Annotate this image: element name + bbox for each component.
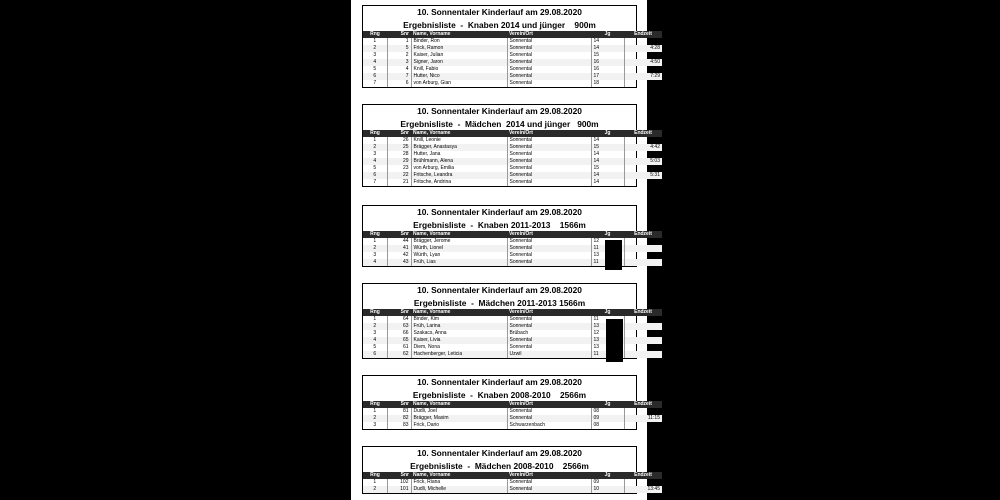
cell-rng: 1 bbox=[373, 408, 377, 414]
cell-rng: 2 bbox=[363, 144, 387, 151]
cell-rng: 6 bbox=[363, 73, 387, 80]
cell-snr: 82 bbox=[387, 415, 411, 422]
col-rng: Rng bbox=[363, 231, 387, 238]
cell-endzeit bbox=[624, 344, 662, 351]
cell-jg: 08 bbox=[591, 422, 624, 429]
cell-endzeit: 5:03 bbox=[624, 158, 662, 165]
cell-name: von Arburg, Gian bbox=[411, 80, 507, 87]
cell-name: Szakacs, Anna bbox=[411, 330, 507, 337]
cell-rng: 1 bbox=[373, 38, 377, 44]
col-snr: Snr bbox=[387, 309, 411, 316]
table-header-row bbox=[363, 31, 662, 38]
col-endzeit: Endzeit bbox=[624, 309, 662, 316]
cell-verein: Sonnental bbox=[507, 245, 591, 252]
results-table bbox=[363, 31, 662, 87]
cell-name: Kaiser, Julian bbox=[411, 52, 507, 59]
cell-snr: 64 bbox=[387, 316, 411, 323]
cell-jg: 09 bbox=[591, 479, 624, 486]
cell-snr: 65 bbox=[387, 337, 411, 344]
cell-rng: 2 bbox=[363, 323, 387, 330]
cell-name: Brägger, Jerome bbox=[411, 238, 507, 245]
cell-jg: 18 bbox=[591, 80, 624, 87]
cell-jg: 13 bbox=[591, 323, 624, 330]
result-block bbox=[362, 375, 660, 430]
col-snr: Snr bbox=[387, 31, 411, 38]
cell-endzeit: 4:59 bbox=[624, 151, 662, 158]
cell-jg: 14 bbox=[591, 158, 624, 165]
results-page bbox=[351, 0, 660, 500]
col-rng: Rng bbox=[363, 472, 387, 479]
block-title: 10. Sonnentaler Kinderlauf am 29.08.2020 bbox=[417, 7, 582, 17]
cell-verein: Sonnental bbox=[507, 59, 591, 66]
table-row bbox=[363, 38, 662, 45]
block-title: 10. Sonnentaler Kinderlauf am 29.08.2020 bbox=[417, 285, 582, 295]
cell-verein: Brübach bbox=[507, 330, 591, 337]
table-header-row bbox=[363, 231, 662, 238]
cell-jg: 09 bbox=[591, 415, 624, 422]
cell-verein: Sonnental bbox=[507, 337, 591, 344]
table-header-row bbox=[363, 401, 662, 408]
cell-name: Würth, Lionel bbox=[411, 245, 507, 252]
cell-verein: Sonnental bbox=[507, 144, 591, 151]
col-jg: Jg bbox=[591, 472, 624, 479]
cell-snr: 66 bbox=[387, 330, 411, 337]
cell-snr: 44 bbox=[387, 238, 411, 245]
cell-jg: 13 bbox=[591, 252, 624, 259]
cell-name: Knill, Fabio bbox=[411, 66, 507, 73]
cell-endzeit bbox=[624, 323, 662, 330]
cell-name: Früh, Larina bbox=[411, 323, 507, 330]
cell-jg: 11 bbox=[591, 245, 624, 252]
col-name: Name, Vorname bbox=[411, 309, 507, 316]
cell-snr: 43 bbox=[387, 259, 411, 266]
cell-endzeit: 4:35 bbox=[624, 137, 662, 144]
cell-snr: 6 bbox=[387, 80, 411, 87]
col-endzeit: Endzeit bbox=[624, 31, 662, 38]
cell-verein: Sonnental bbox=[507, 158, 591, 165]
cell-verein: Sonnental bbox=[507, 137, 591, 144]
table-row bbox=[363, 179, 662, 186]
cell-jg: 14 bbox=[591, 38, 624, 45]
cell-rng: 3 bbox=[373, 252, 377, 258]
table-header-row bbox=[363, 130, 662, 137]
block-subtitle: Ergebnisliste - Knaben 2011-2013 1566m bbox=[413, 220, 586, 230]
cell-jg: 12 bbox=[591, 330, 624, 337]
col-jg: Jg bbox=[591, 130, 624, 137]
cell-endzeit: 4:28 bbox=[624, 45, 662, 52]
cell-snr: 5 bbox=[387, 45, 411, 52]
cell-snr: 1 bbox=[387, 38, 411, 45]
cell-endzeit: 13:45 bbox=[624, 486, 662, 493]
cell-rng: 4 bbox=[363, 59, 387, 66]
cell-snr: 63 bbox=[387, 323, 411, 330]
cell-endzeit: 6:00 bbox=[624, 66, 662, 73]
cell-jg: 14 bbox=[591, 45, 624, 52]
cell-endzeit: 4:45 bbox=[624, 52, 662, 59]
table-row bbox=[363, 151, 662, 158]
cell-name: Würth, Lyan bbox=[411, 252, 507, 259]
cell-name: Brägger, Anastasya bbox=[411, 144, 507, 151]
cell-snr: 22 bbox=[387, 172, 411, 179]
table-row bbox=[363, 73, 662, 80]
table-row bbox=[363, 80, 662, 87]
cell-name: Frick, Ramon bbox=[411, 45, 507, 52]
cell-verein: Uzwil bbox=[507, 351, 591, 358]
cell-snr: 41 bbox=[387, 245, 411, 252]
table-row bbox=[363, 66, 662, 73]
col-rng: Rng bbox=[363, 31, 387, 38]
table-row bbox=[363, 415, 662, 422]
col-name: Name, Vorname bbox=[411, 31, 507, 38]
col-rng: Rng bbox=[363, 401, 387, 408]
cell-snr: 3 bbox=[387, 59, 411, 66]
cell-verein: Sonnental bbox=[507, 238, 591, 245]
cell-verein: Sonnental bbox=[507, 52, 591, 59]
cell-endzeit: 7:48 bbox=[624, 80, 662, 87]
block-subtitle: Ergebnisliste - Mädchen 2014 und jünger 900m bbox=[400, 119, 599, 129]
block-subtitle: Ergebnisliste - Mädchen 2008-2010 2566m bbox=[410, 461, 589, 471]
cell-jg: 14 bbox=[591, 172, 624, 179]
cell-verein: Sonnental bbox=[507, 408, 591, 415]
cell-endzeit bbox=[624, 316, 662, 323]
col-verein: Verein/Ort bbox=[507, 31, 591, 38]
cell-rng: 5 bbox=[373, 344, 377, 350]
cell-name: Brühlmann, Alena bbox=[411, 158, 507, 165]
cell-endzeit: 3:32 bbox=[624, 38, 662, 45]
cell-verein: Sonnental bbox=[507, 80, 591, 87]
cell-name: Binder, Kim bbox=[411, 316, 507, 323]
block-title: 10. Sonnentaler Kinderlauf am 29.08.2020 bbox=[417, 448, 582, 458]
col-endzeit: Endzeit bbox=[624, 472, 662, 479]
cell-rng: 5 bbox=[373, 66, 377, 72]
cell-endzeit bbox=[624, 245, 662, 252]
col-endzeit: Endzeit bbox=[624, 130, 662, 137]
cell-endzeit: 5:31 bbox=[624, 172, 662, 179]
cell-name: Fritsche, Leandra bbox=[411, 172, 507, 179]
col-rng: Rng bbox=[363, 130, 387, 137]
block-subtitle: Ergebnisliste - Knaben 2014 und jünger 900m bbox=[403, 20, 596, 30]
table-row bbox=[363, 486, 662, 493]
col-name: Name, Vorname bbox=[411, 401, 507, 408]
cell-snr: 2 bbox=[387, 52, 411, 59]
col-name: Name, Vorname bbox=[411, 130, 507, 137]
cell-snr: 7 bbox=[387, 73, 411, 80]
cell-rng: 2 bbox=[363, 245, 387, 252]
cell-verein: Sonnental bbox=[507, 45, 591, 52]
cell-name: Diem, Nona bbox=[411, 344, 507, 351]
cell-jg: 11 bbox=[591, 316, 624, 323]
cell-verein: Sonnental bbox=[507, 38, 591, 45]
cell-verein: Sonnental bbox=[507, 323, 591, 330]
cell-verein: Sonnental bbox=[507, 252, 591, 259]
cell-jg: 15 bbox=[591, 144, 624, 151]
cell-jg: 13 bbox=[591, 344, 624, 351]
cell-name: Hutter, Nico bbox=[411, 73, 507, 80]
cell-rng: 2 bbox=[363, 415, 387, 422]
cell-name: Binder, Ron bbox=[411, 38, 507, 45]
cell-rng: 3 bbox=[373, 422, 377, 428]
cell-verein: Sonnental bbox=[507, 66, 591, 73]
col-verein: Verein/Ort bbox=[507, 130, 591, 137]
cell-rng: 1 bbox=[373, 137, 377, 143]
table-row bbox=[363, 158, 662, 165]
cell-snr: 42 bbox=[387, 252, 411, 259]
cell-jg: 13 bbox=[591, 337, 624, 344]
table-row bbox=[363, 172, 662, 179]
cell-rng: 2 bbox=[363, 486, 387, 493]
col-verein: Verein/Ort bbox=[507, 472, 591, 479]
cell-name: Brägger, Maxim bbox=[411, 415, 507, 422]
col-jg: Jg bbox=[591, 401, 624, 408]
block-title: 10. Sonnentaler Kinderlauf am 29.08.2020 bbox=[417, 207, 582, 217]
col-verein: Verein/Ort bbox=[507, 401, 591, 408]
col-verein: Verein/Ort bbox=[507, 231, 591, 238]
redaction-box bbox=[606, 319, 623, 362]
cell-jg: 11 bbox=[591, 259, 624, 266]
cell-snr: 102 bbox=[387, 479, 411, 486]
cell-endzeit bbox=[624, 330, 662, 337]
cell-snr: 21 bbox=[387, 179, 411, 186]
cell-rng: 2 bbox=[363, 45, 387, 52]
col-verein: Verein/Ort bbox=[507, 309, 591, 316]
table-row bbox=[363, 52, 662, 59]
cell-rng: 7 bbox=[373, 80, 377, 86]
redaction-box bbox=[605, 240, 622, 270]
cell-jg: 11 bbox=[591, 351, 624, 358]
cell-endzeit bbox=[624, 252, 662, 259]
result-block bbox=[362, 104, 660, 187]
cell-endzeit: 5:08 bbox=[624, 165, 662, 172]
cell-name: Frick, Dario bbox=[411, 422, 507, 429]
col-name: Name, Vorname bbox=[411, 472, 507, 479]
cell-jg: 16 bbox=[591, 66, 624, 73]
result-block bbox=[362, 283, 652, 359]
cell-rng: 4 bbox=[363, 259, 387, 266]
cell-name: Dudli, Michelle bbox=[411, 486, 507, 493]
table-row bbox=[363, 165, 662, 172]
block-subtitle: Ergebnisliste - Knaben 2008-2010 2566m bbox=[412, 390, 587, 400]
cell-verein: Sonnental bbox=[507, 344, 591, 351]
col-snr: Snr bbox=[387, 401, 411, 408]
table-row bbox=[363, 422, 662, 429]
cell-endzeit: 11:09 bbox=[624, 408, 662, 415]
cell-snr: 62 bbox=[387, 351, 411, 358]
table-header-row bbox=[363, 309, 662, 316]
cell-rng: 1 bbox=[373, 316, 377, 322]
col-endzeit: Endzeit bbox=[624, 401, 662, 408]
cell-snr: 61 bbox=[387, 344, 411, 351]
block-title: 10. Sonnentaler Kinderlauf am 29.08.2020 bbox=[417, 106, 582, 116]
cell-jg: 12 bbox=[591, 238, 624, 245]
block-subtitle: Ergebnisliste - Mädchen 2011-2013 1566m bbox=[413, 298, 586, 308]
cell-jg: 15 bbox=[591, 52, 624, 59]
cell-endzeit: 7:29 bbox=[624, 73, 662, 80]
cell-snr: 23 bbox=[387, 165, 411, 172]
table-row bbox=[363, 45, 662, 52]
cell-name: Früh, Lias bbox=[411, 259, 507, 266]
cell-jg: 08 bbox=[591, 408, 624, 415]
results-table bbox=[363, 472, 662, 493]
cell-snr: 101 bbox=[387, 486, 411, 493]
results-table bbox=[363, 130, 662, 186]
cell-name: Knill, Leonie bbox=[411, 137, 507, 144]
cell-name: Signer, Jaron bbox=[411, 59, 507, 66]
cell-endzeit bbox=[624, 337, 662, 344]
cell-rng: 3 bbox=[373, 330, 377, 336]
cell-name: Hachenberger, Leticia bbox=[411, 351, 507, 358]
cell-endzeit: 11:15 bbox=[624, 415, 662, 422]
cell-endzeit: 6:02 bbox=[624, 179, 662, 186]
cell-rng: 6 bbox=[363, 351, 387, 358]
cell-name: Fritsche, Andrina bbox=[411, 179, 507, 186]
cell-snr: 25 bbox=[387, 144, 411, 151]
cell-jg: 14 bbox=[591, 151, 624, 158]
cell-snr: 29 bbox=[387, 158, 411, 165]
cell-jg: 14 bbox=[591, 179, 624, 186]
cell-verein: Sonnental bbox=[507, 172, 591, 179]
cell-endzeit bbox=[624, 238, 662, 245]
col-rng: Rng bbox=[363, 309, 387, 316]
col-snr: Snr bbox=[387, 130, 411, 137]
cell-jg: 14 bbox=[591, 137, 624, 144]
cell-name: Dudli, Joel bbox=[411, 408, 507, 415]
cell-rng: 1 bbox=[373, 238, 377, 244]
cell-jg: 15 bbox=[591, 165, 624, 172]
cell-rng: 3 bbox=[373, 52, 377, 58]
cell-verein: Schwarzenbach bbox=[507, 422, 591, 429]
cell-snr: 81 bbox=[387, 408, 411, 415]
col-jg: Jg bbox=[591, 231, 624, 238]
cell-verein: Sonnental bbox=[507, 479, 591, 486]
results-table bbox=[363, 401, 662, 429]
cell-jg: 17 bbox=[591, 73, 624, 80]
cell-snr: 4 bbox=[387, 66, 411, 73]
cell-verein: Sonnental bbox=[507, 415, 591, 422]
block-title: 10. Sonnentaler Kinderlauf am 29.08.2020 bbox=[417, 377, 582, 387]
cell-endzeit bbox=[624, 351, 662, 358]
table-header-row bbox=[363, 472, 662, 479]
cell-endzeit: 11:28 bbox=[624, 422, 662, 429]
col-jg: Jg bbox=[591, 31, 624, 38]
col-jg: Jg bbox=[591, 309, 624, 316]
cell-snr: 26 bbox=[387, 137, 411, 144]
result-block bbox=[362, 5, 660, 88]
col-endzeit: Endzeit bbox=[624, 231, 662, 238]
table-row bbox=[363, 59, 662, 66]
cell-rng: 6 bbox=[363, 172, 387, 179]
result-block bbox=[362, 446, 660, 494]
cell-snr: 83 bbox=[387, 422, 411, 429]
cell-rng: 5 bbox=[373, 165, 377, 171]
result-block bbox=[362, 205, 652, 267]
cell-rng: 3 bbox=[373, 151, 377, 157]
cell-name: Frick, Riana bbox=[411, 479, 507, 486]
cell-name: Kaiser, Livia bbox=[411, 337, 507, 344]
cell-verein: Sonnental bbox=[507, 259, 591, 266]
cell-name: Hutter, Jana bbox=[411, 151, 507, 158]
cell-jg: 16 bbox=[591, 59, 624, 66]
cell-rng: 4 bbox=[363, 158, 387, 165]
cell-endzeit: 4:42 bbox=[624, 144, 662, 151]
cell-rng: 4 bbox=[363, 337, 387, 344]
col-snr: Snr bbox=[387, 472, 411, 479]
cell-verein: Sonnental bbox=[507, 316, 591, 323]
cell-verein: Sonnental bbox=[507, 486, 591, 493]
cell-verein: Sonnental bbox=[507, 151, 591, 158]
cell-snr: 28 bbox=[387, 151, 411, 158]
table-row bbox=[363, 408, 662, 415]
cell-endzeit: 4:50 bbox=[624, 59, 662, 66]
cell-verein: Sonnental bbox=[507, 165, 591, 172]
table-row bbox=[363, 144, 662, 151]
cell-rng: 1 bbox=[373, 479, 377, 485]
cell-endzeit bbox=[624, 259, 662, 266]
cell-name: von Arburg, Emilia bbox=[411, 165, 507, 172]
cell-verein: Sonnental bbox=[507, 73, 591, 80]
cell-verein: Sonnental bbox=[507, 179, 591, 186]
cell-endzeit: 11:33 bbox=[624, 479, 662, 486]
table-row bbox=[363, 137, 662, 144]
col-snr: Snr bbox=[387, 231, 411, 238]
table-row bbox=[363, 479, 662, 486]
col-name: Name, Vorname bbox=[411, 231, 507, 238]
cell-jg: 10 bbox=[591, 486, 624, 493]
cell-rng: 7 bbox=[373, 179, 377, 185]
